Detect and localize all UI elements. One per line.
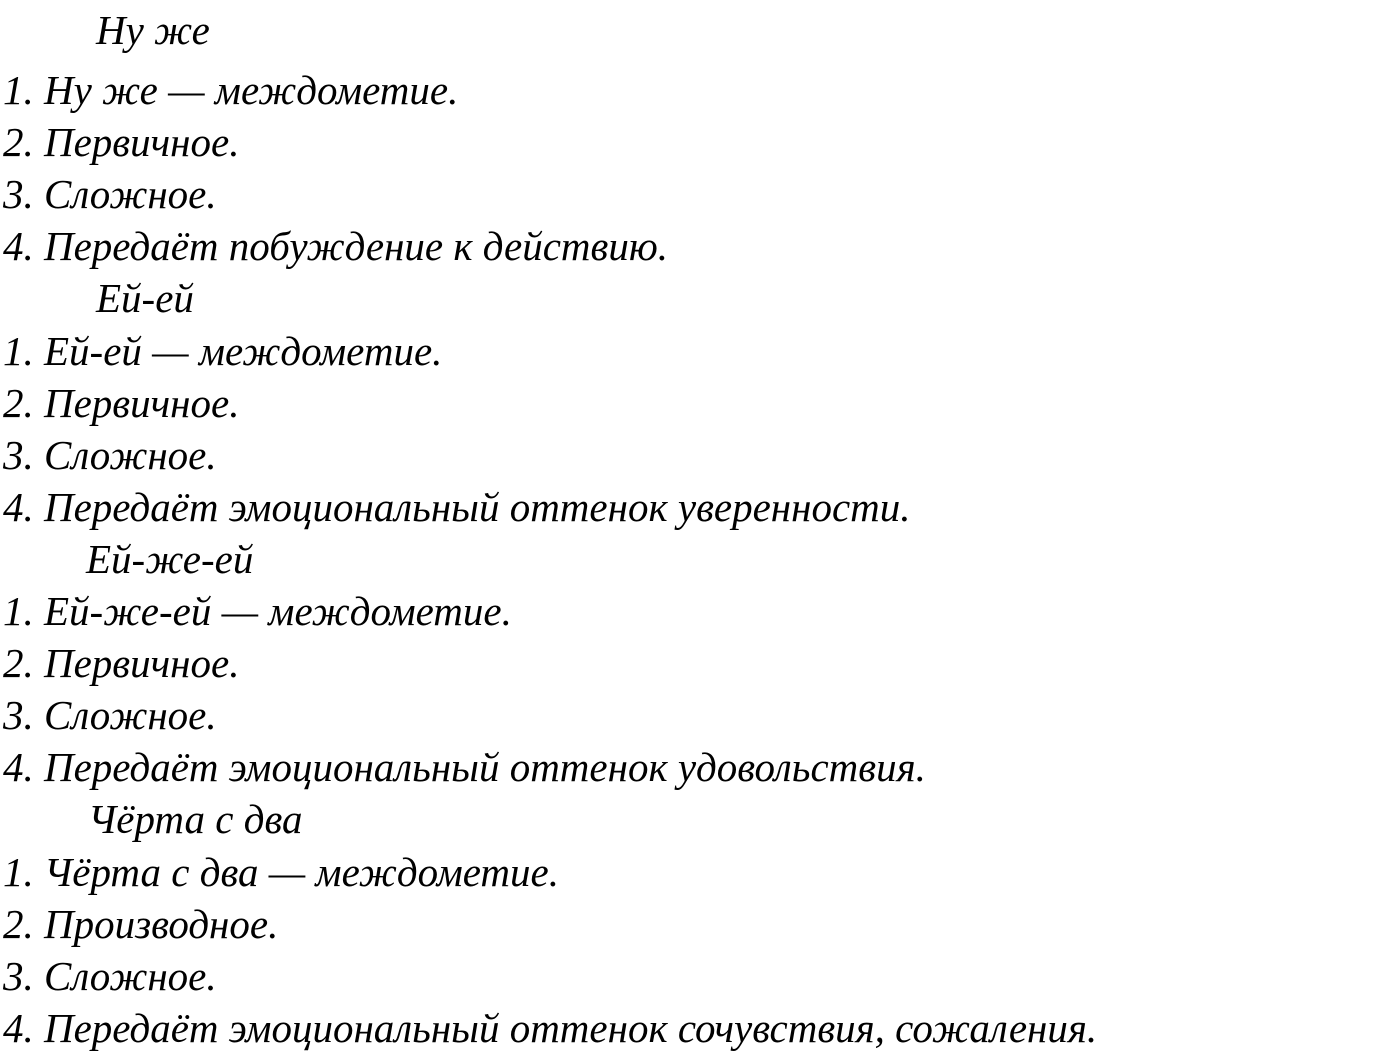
list-item: 1. Ну же — междометие. [3, 67, 459, 113]
list-item: 4. Передаёт эмоциональный оттенок удовольствия. [3, 744, 926, 790]
list-item: 2. Производное. [3, 901, 279, 947]
section-heading: Чёрта с два [88, 796, 303, 842]
section-heading: Ей-ей [96, 275, 194, 321]
list-item: 4. Передаёт эмоциональный оттенок сочувствия, сожаления. [3, 1005, 1098, 1051]
list-item: 1. Ей-ей — междометие. [3, 328, 443, 374]
list-item: 3. Сложное. [3, 171, 217, 217]
list-item: 1. Ей-же-ей — междометие. [3, 588, 512, 634]
section-heading: Ей-же-ей [86, 536, 254, 582]
list-item: 3. Сложное. [3, 432, 217, 478]
list-item: 3. Сложное. [3, 692, 217, 738]
section-heading: Ну же [96, 7, 210, 53]
list-item: 2. Первичное. [3, 640, 240, 686]
list-item: 2. Первичное. [3, 119, 240, 165]
list-item: 4. Передаёт побуждение к действию. [3, 223, 668, 269]
list-item: 1. Чёрта с два — междометие. [3, 849, 559, 895]
list-item: 4. Передаёт эмоциональный оттенок уверенности. [3, 484, 911, 530]
list-item: 3. Сложное. [3, 953, 217, 999]
list-item: 2. Первичное. [3, 380, 240, 426]
